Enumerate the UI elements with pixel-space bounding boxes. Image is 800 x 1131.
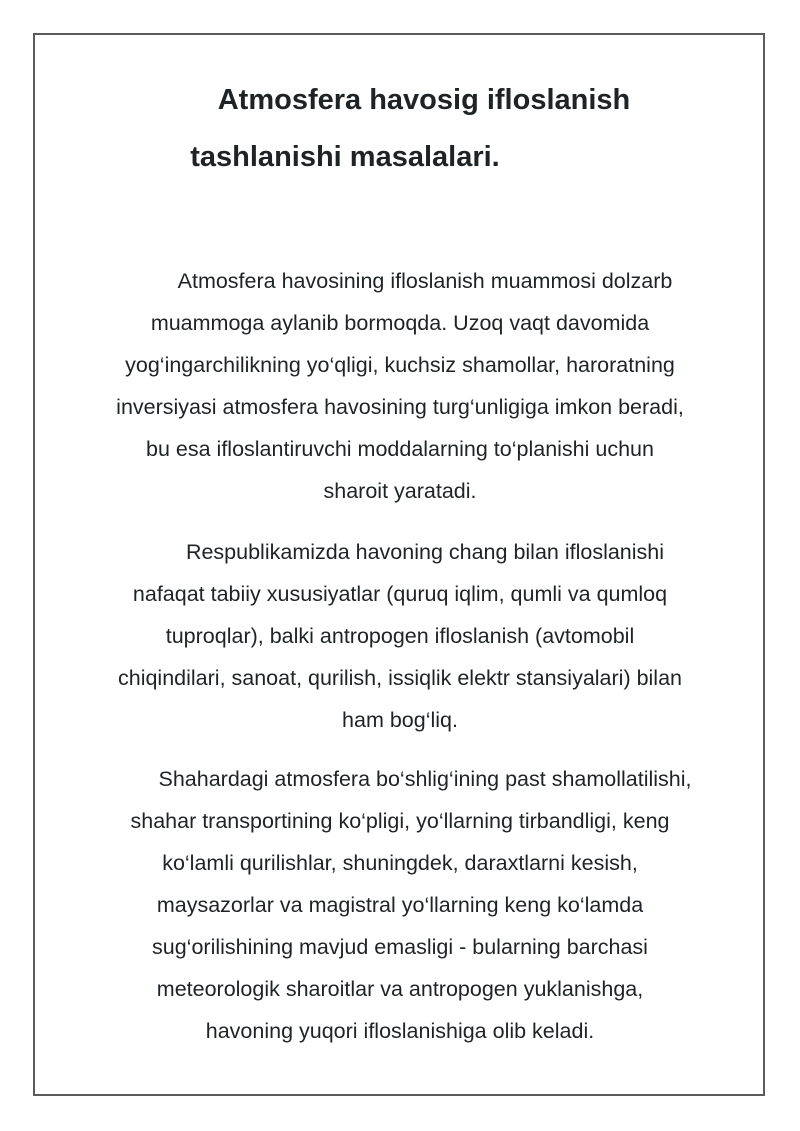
paragraph-line: yog‘ingarchilikning yo‘qligi, kuchsiz shamollar, haroratning xyxy=(125,353,675,377)
paragraph-line: ko‘lamli qurilishlar, shuningdek, daraxtlarni kesish, xyxy=(162,851,638,875)
paragraph-line: shahar transportining ko‘pligi, yo‘llarning tirbandligi, keng xyxy=(130,809,670,833)
paragraph-line: sug‘orilishining mavjud emasligi - bularning barchasi xyxy=(152,935,648,959)
document-title xyxy=(0,72,800,186)
paragraph-line: maysazorlar va magistral yo‘llarning keng ko‘lamda xyxy=(156,893,644,917)
paragraph-line: muammoga aylanib bormoqda. Uzoq vaqt davomida xyxy=(150,311,650,335)
paragraph-line: tuproqlar), balki antropogen ifloslanish (avtomobil xyxy=(165,624,635,648)
paragraph-1 xyxy=(70,260,730,512)
paragraph-line: chiqindilari, sanoat, qurilish, issiqlik elektr stansiyalari) bilan xyxy=(117,666,683,690)
paragraph-line: Respublikamizda havoning chang bilan ifloslanishi xyxy=(185,540,665,564)
paragraph-line: Shahardagi atmosfera bo‘shlig‘ining past shamollatilishi, xyxy=(158,767,692,791)
paragraph-line: inversiyasi atmosfera havosining turg‘unligiga imkon beradi, xyxy=(116,395,684,419)
paragraph-line: havoning yuqori ifloslanishiga olib keladi. xyxy=(205,1019,595,1043)
paragraph-line: ham bog‘liq. xyxy=(342,708,458,732)
paragraph-line: nafaqat tabiiy xususiyatlar (quruq iqlim, qumli va qumloq xyxy=(132,582,668,606)
paragraph-line: sharoit yaratadi. xyxy=(323,479,477,503)
paragraph-line: bu esa ifloslantiruvchi moddalarning to‘planishi uchun xyxy=(146,437,654,461)
title-line: tashlanishi masalalari. xyxy=(190,141,500,173)
paragraph-line: meteorologik sharoitlar va antropogen yuklanishga, xyxy=(156,977,644,1001)
title-line: Atmosfera havosig ifloslanish xyxy=(217,84,631,116)
paragraph-2 xyxy=(70,531,730,741)
paragraph-3 xyxy=(70,758,730,1052)
paragraph-line: Atmosfera havosining ifloslanish muammosi dolzarb xyxy=(177,269,673,293)
